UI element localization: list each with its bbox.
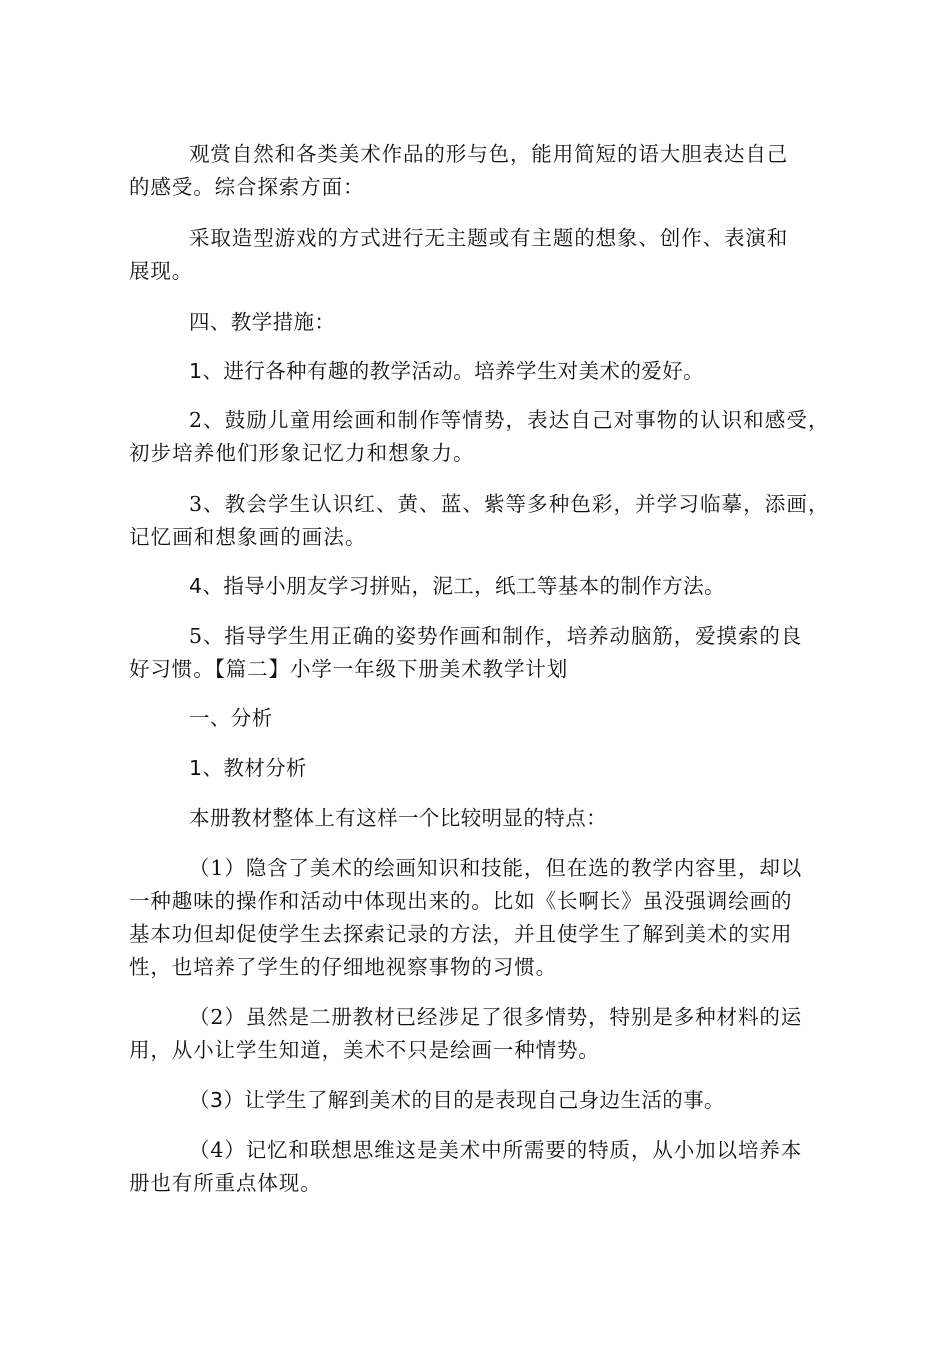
text-line: 好习惯。【篇二】小学一年级下册美术教学计划: [129, 657, 569, 681]
measure-item-1: [129, 355, 844, 388]
feature-item-2: [129, 1001, 844, 1067]
text-line: 本册教材整体上有这样一个比较明显的特点：: [189, 806, 607, 830]
text-line: （4）记忆和联想思维这是美术中所需要的特质，从小加以培养本: [189, 1138, 803, 1162]
text-line: 2、鼓励儿童用绘画和制作等情势，表达自己对事物的认识和感受，: [189, 408, 830, 432]
paragraph-appreciation: [129, 138, 844, 204]
feature-item-3: [129, 1084, 844, 1117]
text-line: 记忆画和想象画的画法。: [129, 525, 367, 549]
text-line: 一、分析: [189, 706, 273, 730]
text-line: 5、指导学生用正确的姿势作画和制作，培养动脑筋，爱摸索的良: [189, 624, 803, 648]
text-line: 四、教学措施：: [189, 310, 336, 334]
measure-item-5: [129, 620, 844, 686]
text-line: 初步培养他们形象记忆力和想象力。: [129, 441, 475, 465]
text-line: （1）隐含了美术的绘画知识和技能，但在选的教学内容里，却以: [189, 856, 803, 880]
text-line: （3）让学生了解到美术的目的是表现自己身边生活的事。: [189, 1088, 725, 1112]
text-line: 1、教材分析: [189, 756, 307, 780]
text-line: 基本功但却促使学生去探索记录的方法，并且使学生了解到美术的实用: [129, 922, 793, 946]
paragraph-exploration: [129, 222, 844, 288]
subheading-textbook-analysis: [129, 752, 844, 785]
text-line: 性，也培养了学生的仔细地视察事物的习惯。: [129, 955, 557, 979]
text-line: 1、进行各种有趣的教学活动。培养学生对美术的爱好。: [189, 359, 705, 383]
section-heading-analysis: [129, 702, 844, 735]
measure-item-3: [129, 488, 844, 554]
text-line: 一种趣味的操作和活动中体现出来的。比如《长啊长》虽没强调绘画的: [129, 889, 793, 913]
measure-item-4: [129, 570, 844, 603]
text-line: 观赏自然和各类美术作品的形与色，能用简短的语大胆表达自己: [189, 142, 789, 166]
text-line: 用，从小让学生知道，美术不只是绘画一种情势。: [129, 1038, 600, 1062]
text-line: 采取造型游戏的方式进行无主题或有主题的想象、创作、表演和: [189, 226, 789, 250]
text-line: 的感受。综合探索方面：: [129, 175, 365, 199]
measure-item-2: [129, 404, 844, 470]
text-line: 册也有所重点体现。: [129, 1171, 322, 1195]
text-line: 展现。: [129, 259, 194, 283]
text-line: 4、指导小朋友学习拼贴，泥工，纸工等基本的制作方法。: [189, 574, 725, 598]
feature-item-1: [129, 852, 844, 984]
feature-item-4: [129, 1134, 844, 1200]
paragraph-textbook-features: [129, 802, 844, 835]
text-line: 3、教会学生认识红、黄、蓝、紫等多种色彩，并学习临摹，添画，: [189, 492, 830, 516]
section-heading-teaching-measures: [129, 306, 844, 339]
text-line: （2）虽然是二册教材已经涉足了很多情势，特别是多种材料的运: [189, 1005, 803, 1029]
